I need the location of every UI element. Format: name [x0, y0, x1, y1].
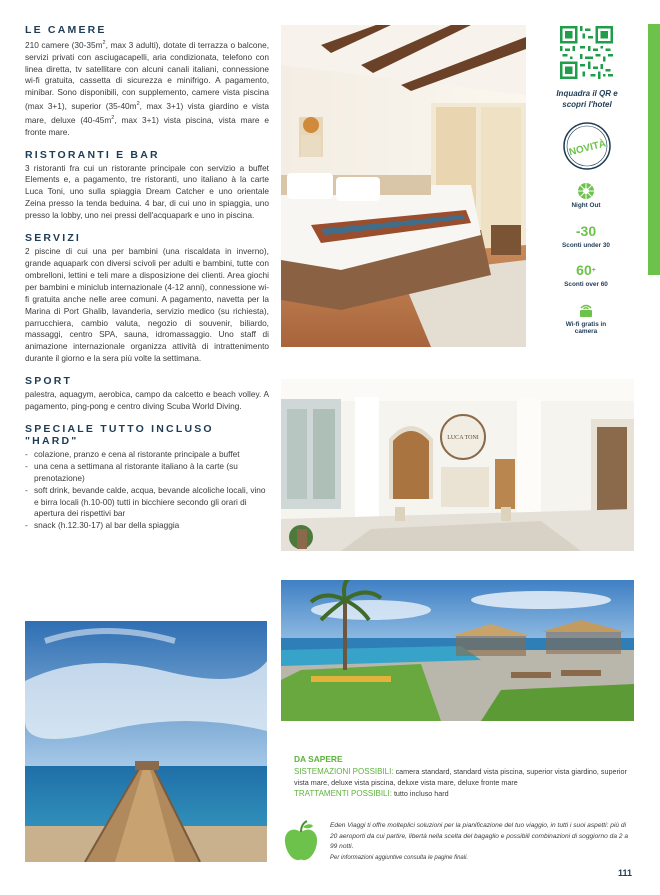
section-title-camere: LE CAMERE	[25, 24, 107, 36]
feature-under-30: -30 Sconti under 30	[555, 220, 617, 250]
section-body-sport: palestra, aquagym, aerobica, campo da calcetto e beach volley. A pagamento, ping-pong e centro diving Scuba World Diving.	[25, 389, 269, 412]
side-accent-bar	[648, 24, 660, 275]
lobby-sign-text: LUCA TONI	[447, 435, 479, 441]
room-photo	[281, 25, 526, 347]
section-sport	[25, 375, 269, 413]
feature-over-60: 60 + Sconti over 60	[555, 259, 617, 289]
badge-text: NOVITÀ	[567, 138, 608, 159]
section-title-ristoranti: RISTORANTI E BAR	[25, 148, 160, 161]
section-servizi	[25, 232, 269, 365]
eden-note: Per informazioni aggiuntive consulta le pagine finali.	[330, 854, 469, 861]
apple-icon	[282, 820, 320, 862]
trattamenti: TRATTAMENTI POSSIBILI: tutto incluso hard	[294, 789, 449, 798]
page-number: 111	[618, 868, 633, 878]
section-title-speciale: SPECIALE TUTTO INCLUSO "HARD"	[25, 422, 214, 447]
feature-list	[555, 180, 617, 346]
feature-wifi: Wi-fi gratis in camera	[555, 299, 617, 336]
wifi-icon	[555, 299, 617, 321]
qr-code[interactable]	[560, 26, 613, 79]
60-plus-icon: 60 +	[576, 262, 596, 278]
list-item: - una cena a settimana al ristorante italiano à la carte (su prenotazione)	[25, 461, 269, 485]
list-item: - soft drink, bevande calde, acqua, bevande alcoliche locali, vino e birra locali (h.10-00) tutti in bicchiere secondo gli orari di apertura dei rispettivi bar	[25, 485, 269, 521]
section-title-servizi: SERVIZI	[25, 232, 82, 245]
da-sapere	[294, 754, 640, 799]
novita-badge	[562, 121, 612, 171]
eden-info	[330, 821, 635, 863]
section-body-camere: 210 camere ($30-35m^2$, max 3 adulti), dotate di terrazza o balcone, servizi privati con asciugacapelli, aria condizionata, telefono con linea diretta, tv satellitare con alcuni canali italiani, connessione wi-fi gratuita, cassetta di sicurezza e minifrigo. A pagamento, minibar. Sono disponibili, con supplemento, camere vista piscina (max 3+1), superior ($35-40m^2$, max 3+1) vista giardino e vista mare, deluxe ($40-45m^2$, max 3+1) vista piscina, vista mare e fronte mare.	[25, 39, 269, 137]
section-body-ristoranti: 3 ristoranti fra cui un ristorante principale con servizio a buffet Elements e, a pagamento, tre ristoranti, uno italiano à la carte Luca Toni, uno sulla spiaggia Dream Catcher e uno orientale Zeina presso la tenda beduina. 4 bar, di cui uno in spiaggia, uno presso la lobby, uno nei pressi dell'acquapark e uno in piscina.	[25, 162, 269, 221]
lobby-photo	[281, 379, 634, 551]
pool-photo	[281, 580, 634, 721]
minus-30-icon: -30	[575, 222, 597, 239]
section-body-servizi: 2 piscine di cui una per bambini (una riscaldata in inverno), grande aquapark con diversi scivoli per adulti e bambini, tutte con ombrelloni, lettini e teli mare a disposizione dei clienti. Area giochi per bambini e miniclub internazionale (4-12 anni), connessione wi-fi gratuita anche nelle aree comuni. A pagamento, navetta per la Marina di Port Ghalib, lavanderia, servizio medico (su richiesta), parrucchiera, cambio valuta, negozio di souvenir, biliardo, massaggi, centro SPA, sauna, idromassaggio. Uno staff di animazione internazionale organizza attività di intrattenimento durante il giorno e la sera più volte la settimana.	[25, 246, 269, 364]
night-out-icon	[555, 180, 617, 202]
list-item: - colazione, pranzo e cena al ristorante principale a buffet	[25, 449, 269, 461]
text-column	[25, 24, 269, 532]
speciale-list	[25, 449, 269, 532]
eden-text: Eden Viaggi ti offre molteplici soluzioni per la pianificazione del tuo viaggio, in tutti i suoi aspetti: più di 20 aeroporti da cui partire, libertà nella scelta del bagaglio e possibili combinazioni di soggiorno da 2 a 99 notti.	[330, 822, 629, 850]
feature-night-out: Night Out	[555, 180, 617, 210]
list-item: - snack (h.12.30-17) al bar della spiaggia	[25, 520, 269, 532]
section-camere	[25, 24, 269, 139]
qr-caption: Inquadra il QR e scopri l'hotel	[556, 89, 618, 109]
section-speciale	[25, 423, 269, 532]
section-ristoranti	[25, 149, 269, 223]
sistemazioni: SISTEMAZIONI POSSIBILI: camera standard, standard vista piscina, superior vista giardino, superior vista mare, deluxe vista piscina, deluxe vista mare, deluxe fronte mare	[294, 767, 627, 787]
section-title-sport: SPORT	[25, 375, 73, 388]
da-sapere-title: DA SAPERE	[294, 754, 343, 764]
pier-photo	[25, 621, 267, 862]
